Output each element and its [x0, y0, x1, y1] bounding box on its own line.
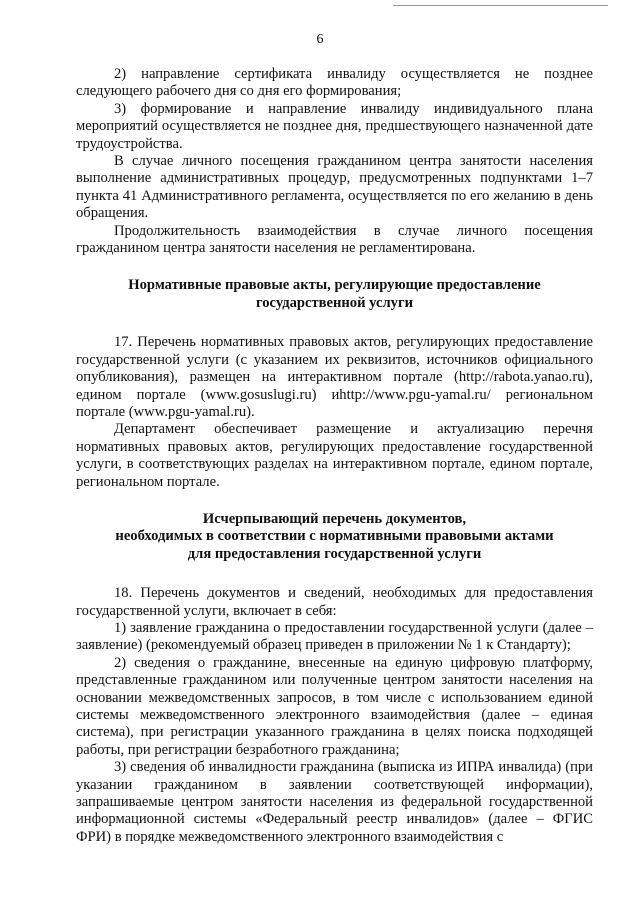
page-number: 6: [316, 32, 324, 47]
paragraph-item-2: 2) направление сертификата инвалиду осуществляется не позднее следующего рабочего дня со дня его формирования;: [76, 66, 593, 100]
paragraph-list-3: 3) сведения об инвалидности гражданина (выписка из ИПРА инвалида) (при указании гражданином в заявлении соответствующей информации), запрашиваемые центром занятости населения из федеральной государственной информационной системы «Федеральный реестр инвалидов» (далее – ФГИС ФРИ) в порядке межведомственного электронного взаимодействия с: [76, 759, 593, 845]
heading-line: Исчерпывающий перечень документов,: [202, 510, 467, 527]
paragraph-department: Департамент обеспечивает размещение и актуализацию перечня нормативных правовых актов, регулирующих предоставление государственной услуги, в соответствующих разделах на интерактивном портале, едином портале, региональном портале.: [76, 421, 593, 490]
paragraph-personal-visit: В случае личного посещения гражданином центра занятости населения выполнение административных процедур, предусмотренных подпунктами 1–7 пункта 41 Административного регламента, осуществляется по его желанию в день обращения.: [76, 153, 593, 222]
paragraph-duration: Продолжительность взаимодействия в случае личного посещения гражданином центра занятости населения не регламентирована.: [76, 222, 593, 257]
top-border-line: [393, 5, 608, 6]
heading-line: государственной услуги: [255, 294, 414, 311]
heading-line: необходимых в соответствии с нормативными правовыми актами: [115, 528, 554, 545]
heading-line: для предоставления государственной услуги: [187, 545, 482, 562]
document-body: [76, 66, 593, 846]
paragraph-17: 17. Перечень нормативных правовых актов, регулирующих предоставление государственной услуги (с указанием их реквизитов, источников официального опубликования), размещен на интерактивном портале (http://rabota.yanao.ru), едином портале (www.gosuslugi.ru) иhttp://www.pgu-yamal.ru/ региональном портале (www.pgu-yamal.ru).: [76, 334, 593, 420]
heading-line: Нормативные правовые акты, регулирующие предоставление: [128, 277, 541, 294]
section-heading-documents: [76, 511, 593, 563]
paragraph-list-1: 1) заявление гражданина о предоставлении государственной услуги (далее – заявление) (рекомендуемый образец приведен в приложении № 1 к Стандарту);: [76, 619, 593, 654]
paragraph-item-3: 3) формирование и направление инвалиду индивидуального плана мероприятий осуществляется не позднее дня, предшествующего назначенной дате трудоустройства.: [76, 100, 593, 152]
paragraph-list-2: 2) сведения о гражданине, внесенные на единую цифровую платформу, представленные гражданином или полученные центром занятости населения на основании межведомственных запросов, в том числе с использованием единой системы межведомственного электронного взаимодействия (далее – единая система), при регистрации указанного гражданина в целях поиска подходящей работы, при регистрации безработного гражданина;: [76, 654, 593, 758]
section-heading-legal-acts: [76, 277, 593, 312]
paragraph-18: 18. Перечень документов и сведений, необходимых для предоставления государственной услуги, включает в себя:: [76, 585, 593, 619]
